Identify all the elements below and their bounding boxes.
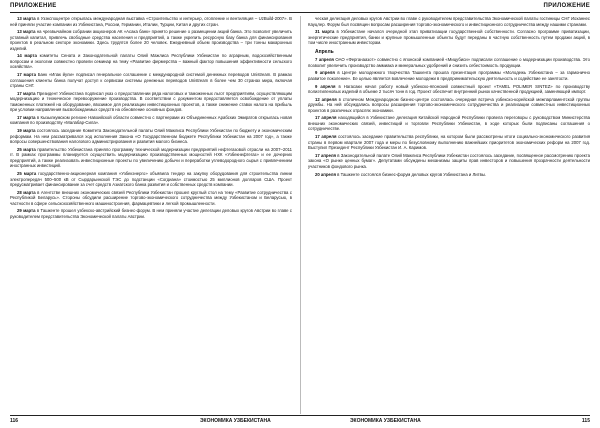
right-page-number: 115 xyxy=(581,418,590,424)
chronicle-entry xyxy=(10,16,292,27)
entry-date: 9 апреля xyxy=(315,83,336,89)
entry-date: 28 марта xyxy=(17,189,36,195)
entry-date: 29 марта xyxy=(17,208,36,214)
month-heading: Апрель xyxy=(315,48,334,55)
entry-text: государственно-акционерная компания «Узбекэнерго» объявила тендер на закупку оборудования для строительства линии электропередач 500–500 кВ от Сырдарьинской ТЭС до подстанции «Согдиана» стоимостью 25 миллионов долларов США. Проект предусматривает финансирование за счет средств Азиатского банка развития и собственных средств компании. xyxy=(10,171,292,187)
chronicle-entry xyxy=(10,190,292,207)
entry-date: 17 марта xyxy=(17,114,36,120)
entry-text: в Законодательной палате Олий Мажлиса Республики Узбекистан состоялось заседание, посвященное рассмотрению проекта закона «О рынке ценных бумаг». Депутатами обсуждены механизмы защиты прав инвесторов и повышения прозрачности деятельности участников фондового рынка. xyxy=(308,152,590,169)
chronicle-entry xyxy=(10,91,292,113)
chronicle-entry xyxy=(308,153,590,170)
header-right-label: ПРИЛОЖЕНИЕ xyxy=(543,3,590,9)
entry-text: в Узбекистане начался очередной этап приватизации государственной собственности. Согласно программе приватизации, энергетические предприятия, банки и крупные промышленные объекты будут переданы в частную собственность путем продажи акций, в том числе иностранным инвесторам. xyxy=(308,29,590,46)
entry-date: 19 марта xyxy=(17,128,36,134)
chronicle-entry xyxy=(308,115,590,132)
entry-text: состоялось заседание правительства республики, на котором были рассмотрены итоги социально-экономического развития страны в первом квартале 2007 года и меры по безусловному выполнению важнейших приоритетов экономических реформ на 2007 год. Выступил Президент Республики Узбекистан И. А. Каримов. xyxy=(308,134,590,151)
header-rule xyxy=(10,12,590,13)
entry-text: ческая делегация деловых кругов Австрии во главе с руководителем представительства Экономической палаты гостиницы СНГ Иоханнес Кауцлер. Форум был посвящен вопросам расширения торгово-экономического и инвестиционного сотрудничества между нашими странами. xyxy=(308,16,590,27)
left-column xyxy=(10,16,292,412)
entry-text: в Ташкенте состоялся бизнес-форум деловых кругов Узбекистана и Литвы. xyxy=(337,171,487,177)
chronicle-entry xyxy=(10,115,292,126)
right-column xyxy=(308,16,590,412)
chronicle-entry xyxy=(10,128,292,145)
left-footer-title: ЭКОНОМИКА УЗБЕКИСТАНА xyxy=(200,418,271,424)
chronicle-entry xyxy=(308,134,590,151)
chronicle-entry xyxy=(10,147,292,169)
entry-text: в Ташкенте прошел узбекско-австрийский бизнес-форум. В нем приняли участие делегации деловых кругов Австрии во главе с руководителем представительства Экономической палаты Австрии. xyxy=(10,208,292,219)
chronicle-entry xyxy=(308,16,590,27)
entry-text: в Агентстве внешних экономических связей Республики Узбекистан прошел круглый стол на тему «Развитие сотрудничества с Республикой Беларусь». Стороны обсудили расширение торгово-экономического сотрудничества между Узбекистаном и Беларусью, в частности в сфере сельскохозяйственного машиностроения, фармацевтики и легкой промышленности. xyxy=(10,189,292,206)
entry-text: Банк «Ипак йули» подписал генеральное соглашение с международной системой денежных переводов Unistream. В рамках соглашения клиенты банка получат доступ к сервисам системы денежных переводов Unistream в более чем 30 странах мира, включая страны СНГ. xyxy=(10,72,292,89)
chronicle-entry xyxy=(10,208,292,219)
chronicle-entry xyxy=(308,97,590,114)
entry-date: 12 апреля xyxy=(315,96,337,102)
entry-text: в Центре молодежного творчества Ташкента прошла презентация программы «Молодежь Узбекистана – за гармонично развитое поколение». Ее целью является вовлечение молодежи в предпринимательскую деятельность и содействие ее занятости. xyxy=(308,70,590,81)
chronicle-entry xyxy=(308,70,590,81)
entry-date: 14 марта xyxy=(17,53,37,59)
entry-text: правительство Узбекистана приняло программу технической модернизации предприятий нефтегазовой отрасли на 2007–2011 гг. В рамках программы планируется осуществить модернизацию производственных мощностей НХК «Узбекнефтегаз» и ее дочерних предприятий, а также реализовать инвестиционные проекты по увеличению добычи и переработки углеводородного сырья с привлечением иностранных инвестиций. xyxy=(10,146,292,169)
right-footer-title: ЭКОНОМИКА УЗБЕКИСТАНА xyxy=(350,418,421,424)
entry-date: 17 апреля xyxy=(315,115,337,121)
entry-text: ОАО «Ферганаазот» совместно с японской компанией «Мицубиси» подписали соглашение о модернизации производства. Это позволит увеличить производство аммиака и минеральных удобрений и снизить себестоимость продукции. xyxy=(308,57,590,68)
entry-date: 20 апреля xyxy=(315,171,336,177)
page-footer xyxy=(10,418,590,426)
entry-date: 17 марта xyxy=(17,72,36,78)
chronicle-entry xyxy=(308,172,590,178)
entry-date: 25 марта xyxy=(17,171,37,176)
chronicle-entry xyxy=(308,84,590,95)
header-left-label: ПРИЛОЖЕНИЕ xyxy=(10,3,57,9)
entry-date: 17 марта xyxy=(17,90,36,96)
entry-text: комитеты Сената и Законодательной палаты Олий Мажлиса Республики Узбекистан по аграрным, водохозяйственным вопросам и экологии совместно провели семинар на тему «Развитие фермерства – важный фактор повышения эффективности сельского хозяйства». xyxy=(10,53,292,70)
footer-rule xyxy=(10,415,590,416)
entry-date: 13 марта xyxy=(17,16,36,21)
entry-date: 7 апреля xyxy=(315,57,334,63)
entry-date: 17 апреля xyxy=(315,134,337,140)
chronicle-entry xyxy=(308,57,590,68)
left-page-number: 116 xyxy=(10,418,19,424)
entry-date: 13 марта xyxy=(17,29,36,35)
entry-date: 31 марта xyxy=(315,29,335,35)
chronicle-entry xyxy=(10,29,292,51)
chronicle-entry xyxy=(10,171,292,188)
entry-date: 9 апреля xyxy=(315,70,335,76)
chronicle-entry xyxy=(10,72,292,89)
entry-text: в Кызылкумском регионе Навоийской области совместно с партнерами из Объединенных Арабских Эмиратов открылась новая компания по производству «Малабар-Сила». xyxy=(10,114,292,126)
entry-text: на чрезвычайном собрании акционеров АК «Асака банк» принято решение о размещении акций банка. Это позволит увеличить уставный капитал, привлечь свободные средства населения и предприятий, а также укрепить ресурсную базу банка для финансирования проектов в реальном секторе экономики. Здесь трудятся более 20 человек. Ежедневный объем производства – три тонны макаронных изделий. xyxy=(10,29,292,51)
column-gutter xyxy=(300,16,301,414)
entry-text: находящийся в Узбекистане делегация Китайской Народной Республики провела переговоры с руководством Министерства внешних экономических связей, инвестиций и торговли Республики Узбекистан, в ходе которых были подписаны соглашения о сотрудничестве. xyxy=(308,115,590,132)
chronicle-entry xyxy=(10,53,292,70)
entry-text: в столичном Международном бизнес-центре состоялась очередная встреча узбекско-корейской межпарламентской группы дружбы. На ней обсуждались вопросы расширения торгово-экономического сотрудничества и реализации совместных инвестиционных проектов в различных отраслях экономики. xyxy=(308,96,590,113)
chronicle-entry xyxy=(308,29,590,46)
entry-text: в Узэкспоцентре открылась международная выставка «Строительство и интерьер, отопление и вентиляция – UzBuild-2007». В ней приняли участие компании из Узбекистана, России, Германии, Италии, Турции, Китая и других стран. xyxy=(10,16,292,27)
entry-text: состоялось заседание Комитета Законодательной палаты Олий Мажлиса Республики Узбекистан по бюджету и экономическим реформам. На нем рассматривался ход исполнения Закона «О Государственном бюджете Республики Узбекистан на 2007 год», а также вопросы совершенствования налогового администрирования и развития малого бизнеса. xyxy=(10,128,292,145)
entry-text: в Нагасаки начал работу новый узбекско-японский совместный проект «TAMEL POLIMER SINTEZ» по производству полиэтиленовых изделий в объеме 2 тысяч тонн в год. Проект обеспечит внутренний рынок качественной продукцией, заменяющей импорт. xyxy=(308,83,590,95)
entry-date: 17 апреля xyxy=(315,152,337,158)
entry-text: Президент Узбекистана подписал указ о предоставлении ряда налоговых и таможенных льгот предприятиям, осуществляющим модернизацию и техническое перевооружение производства. В соответствии с документом предоставляется освобождение от уплаты таможенных платежей на оборудование, ввозимое для реализации инвестиционных проектов, а также снижение ставок налога на прибыль при условии направления высвобождаемых средств на обновление основных фондов. xyxy=(10,90,292,113)
entry-date: 25 марта xyxy=(17,146,36,152)
